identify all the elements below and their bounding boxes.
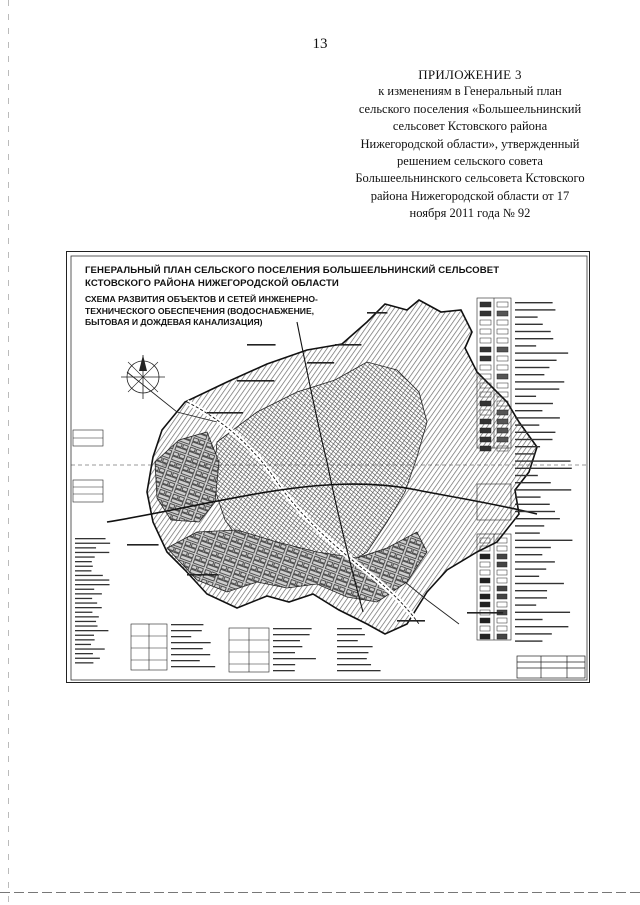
scan-edge-bottom — [0, 892, 640, 893]
legend-text-line — [515, 403, 553, 404]
appendix-line: сельского поселения «Большеельнинский — [358, 101, 582, 116]
legend-text-line — [75, 653, 93, 654]
map-subtitle — [85, 294, 325, 329]
legend-text-line — [515, 540, 572, 541]
legend-text-line — [75, 602, 97, 603]
legend-text-line — [337, 652, 368, 653]
appendix-line: Нижегородской области», утвержденный — [360, 136, 580, 151]
legend-text-line — [515, 460, 571, 461]
page-number: 13 — [312, 36, 328, 52]
legend-swatch — [480, 428, 491, 433]
legend-text-line — [515, 633, 552, 634]
legend-text-line — [171, 624, 203, 625]
legend-text-line — [515, 547, 551, 548]
legend-text-line — [75, 552, 109, 553]
legend-text-line — [337, 664, 371, 665]
master-plan-map — [66, 251, 590, 683]
legend-text-line — [515, 640, 542, 641]
appendix-block — [330, 66, 610, 223]
legend-text-line — [515, 612, 570, 613]
legend-text-line — [75, 607, 102, 608]
legend-swatch — [480, 329, 491, 334]
legend-text-line — [515, 432, 555, 433]
legend-swatch — [480, 554, 490, 559]
legend-text-line — [515, 532, 540, 533]
legend-swatch — [480, 602, 490, 607]
legend-text-line — [75, 566, 93, 567]
legend-text-line — [337, 646, 373, 647]
legend-text-line — [171, 654, 210, 655]
map-label — [307, 362, 334, 364]
legend-swatch — [497, 383, 508, 388]
legend-swatch — [497, 320, 508, 325]
legend-swatch — [480, 419, 491, 424]
legend-text-line — [273, 664, 295, 665]
legend-text-line — [75, 570, 91, 571]
legend-text-line — [515, 504, 550, 505]
legend-text-line — [515, 352, 568, 353]
legend-bottom-text — [171, 624, 381, 671]
legend-text-line — [515, 518, 560, 519]
legend-text-line — [515, 626, 568, 627]
legend-swatch — [497, 546, 507, 551]
legend-swatch — [480, 586, 490, 591]
legend-list-left — [75, 538, 110, 664]
legend-text-line — [75, 621, 96, 622]
legend-left — [73, 430, 103, 502]
appendix-line: района Нижегородской области от 17 — [370, 188, 570, 203]
legend-text-line — [273, 646, 302, 647]
legend-swatch — [497, 338, 508, 343]
map-title-line: ГЕНЕРАЛЬНЫЙ ПЛАН СЕЛЬСКОГО ПОСЕЛЕНИЯ БОЛЬШЕЕЛЬНИНСКИЙ СЕЛЬСОВЕТ — [85, 265, 500, 276]
legend-text-line — [75, 575, 103, 576]
legend-text-line — [515, 525, 544, 526]
legend-text-line — [75, 630, 108, 631]
legend-text-line — [75, 639, 95, 640]
legend-text-line — [75, 662, 93, 663]
legend-swatch — [497, 602, 507, 607]
legend-swatch — [480, 446, 491, 451]
legend-text-line — [515, 396, 536, 397]
legend-swatch — [497, 578, 507, 583]
legend-text-line — [337, 628, 362, 629]
legend-swatch — [497, 562, 507, 567]
legend-text-line — [75, 648, 105, 649]
legend-text-line — [75, 556, 95, 557]
legend-swatch — [497, 356, 508, 361]
legend-text-line — [515, 345, 536, 346]
legend-text-line — [515, 381, 564, 382]
legend-text-line — [515, 367, 549, 368]
legend-text-line — [515, 583, 564, 584]
legend-text-line — [515, 410, 542, 411]
legend-swatch — [497, 410, 508, 415]
legend-text-line — [515, 468, 572, 469]
appendix-line: сельсовет Кстовского района — [392, 119, 548, 134]
appendix-line: к изменениям в Генеральный план — [378, 84, 562, 99]
legend-text-line — [75, 635, 94, 636]
legend-text-line — [171, 666, 215, 667]
legend-swatch — [480, 311, 491, 316]
legend-text-line — [515, 374, 544, 375]
legend-text-line — [75, 598, 92, 599]
map-subtitle-line: БЫТОВАЯ И ДОЖДЕВАЯ КАНАЛИЗАЦИЯ) — [85, 317, 263, 327]
legend-swatch — [480, 347, 491, 352]
legend-text-line — [171, 636, 191, 637]
legend-text-line — [171, 648, 203, 649]
legend-text-line — [515, 576, 539, 577]
legend-text-line — [515, 453, 535, 454]
legend-text-line — [171, 660, 200, 661]
legend-text-line — [75, 593, 102, 594]
legend-text-line — [515, 424, 539, 425]
legend-text-line — [515, 309, 555, 310]
legend-swatch — [480, 570, 490, 575]
legend-swatch — [497, 311, 508, 316]
legend-text-line — [515, 302, 553, 303]
legend-text-line — [171, 642, 211, 643]
legend-text-line — [75, 612, 92, 613]
legend-swatch — [480, 356, 491, 361]
legend-text-line — [273, 670, 295, 671]
legend-text-line — [337, 658, 367, 659]
legend-text-line — [515, 388, 559, 389]
map-title — [85, 264, 525, 290]
legend-swatch — [497, 634, 507, 639]
legend-text-line — [515, 417, 560, 418]
map-label — [367, 312, 387, 314]
legend-text-line — [273, 628, 312, 629]
legend-text-line — [75, 625, 98, 626]
legend-text-line — [75, 561, 92, 562]
legend-swatch — [480, 401, 491, 406]
legend-swatch — [497, 302, 508, 307]
legend-text-line — [515, 511, 555, 512]
legend-text-line — [515, 496, 541, 497]
scan-edge-left — [8, 0, 9, 905]
legend-swatch — [497, 554, 507, 559]
map-label — [237, 380, 274, 382]
legend-text-line — [273, 634, 310, 635]
legend-text-line — [75, 543, 110, 544]
legend-text-line — [515, 619, 543, 620]
legend-text-line — [515, 482, 551, 483]
map-subtitle-line: СХЕМА РАЗВИТИЯ ОБЪЕКТОВ И СЕТЕЙ ИНЖЕНЕРНО- — [85, 294, 318, 304]
legend-swatch — [480, 320, 491, 325]
legend-swatch — [480, 618, 490, 623]
legend-text-line — [515, 360, 557, 361]
legend-text-line — [75, 616, 99, 617]
legend-text-line — [515, 439, 552, 440]
legend-swatch — [497, 586, 507, 591]
map-subtitle-line: ТЕХНИЧЕСКОГО ОБЕСПЕЧЕНИЯ (ВОДОСНАБЖЕНИЕ, — [85, 305, 315, 316]
legend-text-line — [75, 589, 94, 590]
legend-swatch — [480, 302, 491, 307]
legend-text-line — [75, 584, 110, 585]
legend-swatch — [497, 626, 507, 631]
legend-swatch — [480, 594, 490, 599]
legend-swatch — [497, 437, 508, 442]
legend-swatch — [497, 347, 508, 352]
legend-swatch — [497, 329, 508, 334]
map-label — [247, 344, 276, 346]
legend-swatch — [497, 570, 507, 575]
legend-text-line — [515, 561, 555, 562]
legend-text-line — [515, 331, 551, 332]
legend-swatch — [480, 338, 491, 343]
legend-text-line — [75, 547, 96, 548]
legend-text-line — [515, 338, 553, 339]
map-label — [127, 544, 159, 546]
legend-text-line — [515, 568, 546, 569]
map-label — [187, 574, 218, 576]
legend-swatch — [480, 437, 491, 442]
appendix-line: Большеельнинского сельсовета Кстовского — [355, 171, 585, 186]
legend-swatch — [497, 365, 508, 370]
legend-swatch — [497, 374, 508, 379]
map-label — [335, 344, 361, 346]
appendix-title: ПРИЛОЖЕНИЕ 3 — [418, 67, 522, 82]
legend-text-line — [273, 652, 295, 653]
legend-text-line — [515, 554, 542, 555]
legend-text-line — [75, 644, 91, 645]
legend-text-line — [515, 489, 571, 490]
appendix-line: ноября 2011 года № 92 — [409, 206, 531, 221]
legend-text-line — [515, 324, 543, 325]
legend-text-line — [337, 670, 381, 671]
legend-swatch — [480, 626, 490, 631]
map-label — [467, 612, 503, 614]
legend-text-line — [75, 538, 106, 539]
legend-swatch — [497, 428, 508, 433]
title-block — [517, 656, 585, 678]
map-title-line: КСТОВСКОГО РАЙОНА НИЖЕГОРОДСКОЙ ОБЛАСТИ — [85, 278, 339, 289]
legend-swatch — [480, 634, 490, 639]
legend-text-line — [515, 446, 540, 447]
legend-text-line — [171, 630, 202, 631]
legend-swatch — [480, 365, 491, 370]
legend-swatch — [497, 594, 507, 599]
legend-text-line — [75, 579, 109, 580]
legend-swatch — [497, 419, 508, 424]
legend-swatch — [497, 618, 507, 623]
legend-swatch — [480, 562, 490, 567]
legend-text-line — [515, 590, 547, 591]
map-label — [397, 620, 425, 622]
legend-swatch — [480, 578, 490, 583]
north-arrow-icon — [121, 355, 165, 399]
legend-text-line — [515, 475, 538, 476]
legend-text-line — [337, 640, 358, 641]
legend-text-line — [273, 640, 300, 641]
map-label — [207, 412, 243, 414]
legend-text-line — [515, 316, 538, 317]
legend-text-line — [515, 604, 536, 605]
legend-text-line — [75, 658, 100, 659]
legend-text-line — [337, 634, 365, 635]
legend-text-line — [273, 658, 316, 659]
legend-text-line — [515, 597, 547, 598]
appendix-line: решением сельского совета — [397, 154, 543, 169]
